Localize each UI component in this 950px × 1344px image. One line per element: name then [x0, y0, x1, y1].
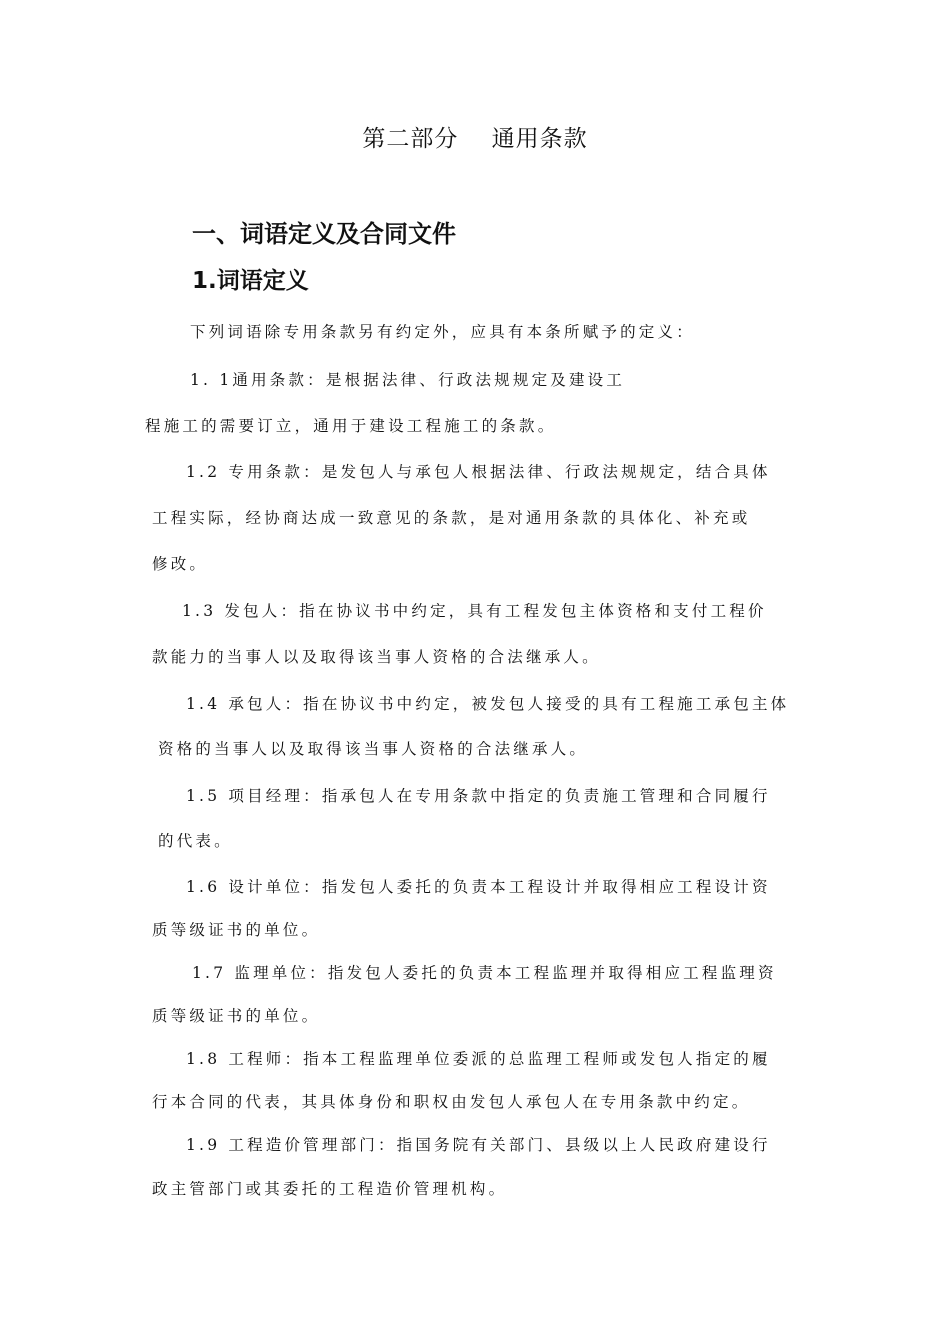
paragraph-line: 1.7 监理单位：指发包人委托的负责本工程监理并取得相应工程监理资 — [192, 964, 777, 982]
paragraph-line: 1.2 专用条款：是发包人与承包人根据法律、行政法规规定，结合具体 — [186, 463, 771, 481]
paragraph-line: 工程实际，经协商达成一致意见的条款，是对通用条款的具体化、补充或 — [152, 509, 751, 527]
paragraph-line: 质等级证书的单位。 — [152, 921, 321, 939]
paragraph-line: 修改。 — [152, 555, 209, 573]
paragraph-line: 资格的当事人以及取得该当事人资格的合法继承人。 — [158, 740, 589, 758]
paragraph-line: 1.6 设计单位：指发包人委托的负责本工程设计并取得相应工程设计资 — [186, 878, 771, 896]
paragraph-line: 款能力的当事人以及取得该当事人资格的合法继承人。 — [152, 648, 601, 666]
paragraph-line: 的代表。 — [158, 832, 233, 850]
subsection-heading: 1.词语定义 — [192, 268, 309, 294]
paragraph-line: 程施工的需要订立，通用于建设工程施工的条款。 — [145, 417, 557, 435]
document-title: 第二部分 通用条款 — [362, 126, 588, 152]
paragraph-line: 1.3 发包人：指在协议书中约定，具有工程发包主体资格和支付工程价 — [182, 602, 767, 620]
paragraph-line: 1.8 工程师：指本工程监理单位委派的总监理工程师或发包人指定的履 — [186, 1050, 771, 1068]
paragraph-line: 1.5 项目经理：指承包人在专用条款中指定的负责施工管理和合同履行 — [186, 787, 771, 805]
paragraph-line: 政主管部门或其委托的工程造价管理机构。 — [152, 1180, 508, 1198]
section-heading: 一、词语定义及合同文件 — [192, 220, 456, 248]
paragraph-line: 下列词语除专用条款另有约定外，应具有本条所赋予的定义： — [190, 323, 695, 341]
paragraph-line: 1.4 承包人：指在协议书中约定，被发包人接受的具有工程施工承包主体 — [186, 695, 790, 713]
paragraph-line: 1.9 工程造价管理部门：指国务院有关部门、县级以上人民政府建设行 — [186, 1136, 771, 1154]
paragraph-line: 质等级证书的单位。 — [152, 1007, 321, 1025]
paragraph-line: 行本合同的代表，其具体身份和职权由发包人承包人在专用条款中约定。 — [152, 1093, 751, 1111]
paragraph-line: 1. 1通用条款：是根据法律、行政法规规定及建设工 — [190, 371, 626, 389]
